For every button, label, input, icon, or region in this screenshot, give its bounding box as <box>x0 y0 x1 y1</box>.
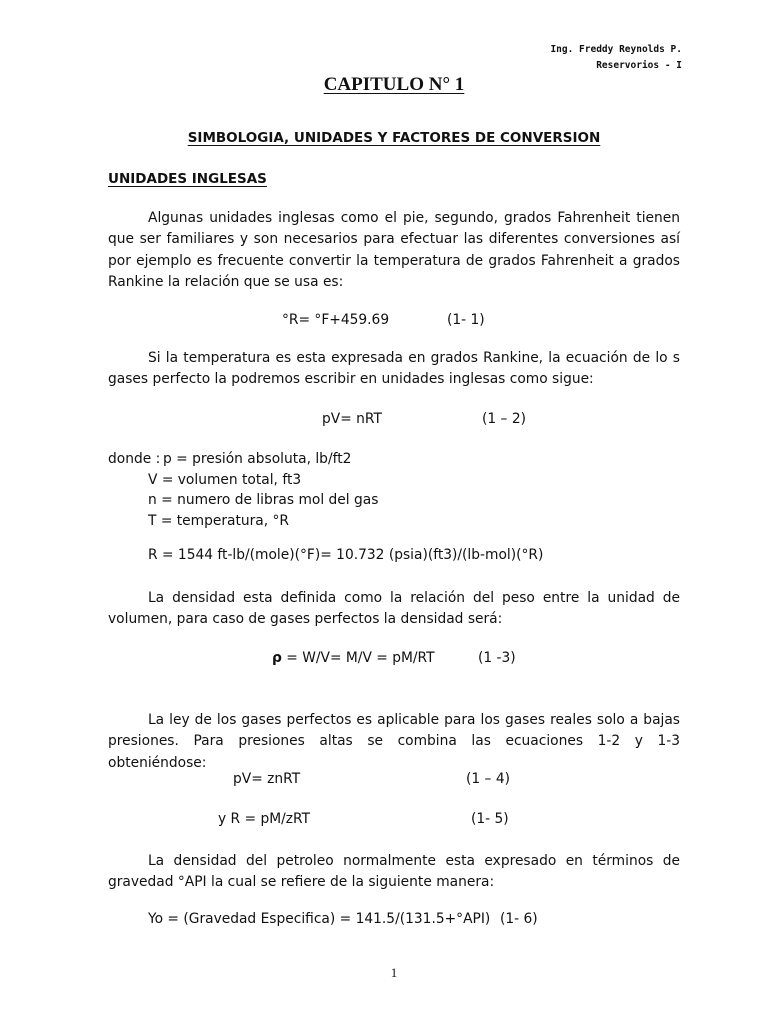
equation-1: °R= °F+459.69 <box>282 312 390 328</box>
equation-6-number: (1- 6) <box>500 911 538 927</box>
paragraph-4 <box>108 710 680 774</box>
page-number: 1 <box>390 965 398 980</box>
definition-p: p = presión absoluta, lb/ft2 <box>163 451 352 467</box>
equation-4: pV= znRT <box>233 771 301 787</box>
subsection-title: UNIDADES INGLESAS <box>108 171 267 187</box>
paragraph-1-text: Algunas unidades inglesas como el pie, segundo, grados Fahrenheit tienen que ser familiares y son necesarios para efectuar las diferentes conversiones así por ejemplo es frecuente convertir la temperatura de grados Fahrenheit a grados Rankine la relación que se usa es: <box>108 210 680 290</box>
paragraph-4-text: La ley de los gases perfectos es aplicable para los gases reales solo a bajas presiones. Para presiones altas se combina las ecuaciones 1-2 y 1-3 obteniéndose: <box>108 712 680 771</box>
equation-6: Yo = (Gravedad Especifica) = 141.5/(131.5+°API) <box>148 911 491 927</box>
header-author: Ing. Freddy Reynolds P. <box>550 44 682 55</box>
header-course: Reservorios - I <box>596 60 682 71</box>
equation-2: pV= nRT <box>322 411 382 427</box>
chapter-title: CAPITULO N° 1 <box>323 74 465 95</box>
paragraph-5-text: La densidad del petroleo normalmente esta expresado en términos de gravedad °API la cual se refiere de la siguiente manera: <box>108 853 680 891</box>
definition-n: n = numero de libras mol del gas <box>148 492 379 508</box>
equation-3-number: (1 -3) <box>478 650 516 666</box>
definition-v: V = volumen total, ft3 <box>148 472 302 488</box>
definition-t: T = temperatura, °R <box>148 513 290 529</box>
equation-5-number: (1- 5) <box>471 811 509 827</box>
equation-3 <box>272 650 435 666</box>
equation-1-number: (1- 1) <box>447 312 485 328</box>
rho-symbol: ρ <box>272 650 282 666</box>
paragraph-2-text: Si la temperatura es esta expresada en grados Rankine, la ecuación de lo s gases perfecto la podremos escribir en unidades inglesas como sigue: <box>108 350 680 388</box>
definitions-lead: donde : <box>108 451 161 467</box>
definition-r: R = 1544 ft-lb/(mole)(°F)= 10.732 (psia)(ft3)/(lb-mol)(°R) <box>148 547 544 563</box>
paragraph-3-text: La densidad esta definida como la relación del peso entre la unidad de volumen, para caso de gases perfectos la densidad será: <box>108 590 680 628</box>
section-title: SIMBOLOGIA, UNIDADES Y FACTORES DE CONVERSION <box>187 130 601 146</box>
paragraph-3 <box>108 588 680 631</box>
paragraph-1 <box>108 208 680 293</box>
paragraph-2 <box>108 348 680 391</box>
equation-2-number: (1 – 2) <box>482 411 526 427</box>
paragraph-5 <box>108 851 680 894</box>
equation-5: y R = pM/zRT <box>218 811 311 827</box>
equation-4-number: (1 – 4) <box>466 771 510 787</box>
equation-3-expr: = W/V= M/V = pM/RT <box>281 650 435 666</box>
